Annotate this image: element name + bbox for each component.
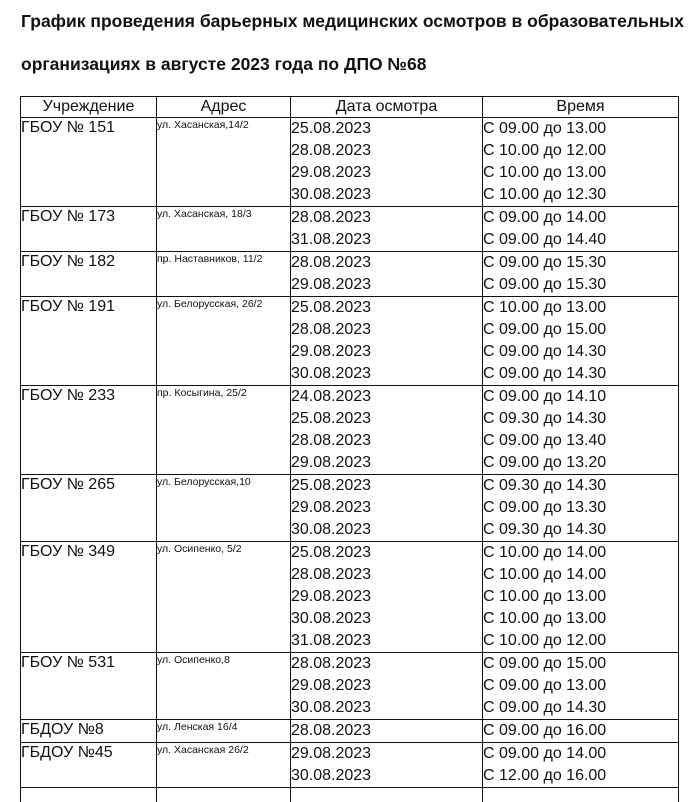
institution-cell: ГБДОУ №45 [21,743,157,788]
exam-time: С 10.00 до 13.00 [483,608,678,630]
exam-date: 30.08.2023 [291,608,482,630]
institution-cell: ГБОУ № 151 [21,118,157,207]
time-cell [483,653,679,720]
table-row [21,252,679,297]
document-title-line-1: График проведения барьерных медицинских осмотров в образовательных [21,10,681,32]
address-cell: пр. Наставников, 11/2 [157,252,291,297]
address-cell: ул. Осипенко,8 [157,653,291,720]
exam-time: С 09.00 до 16.00 [483,720,678,742]
exam-date: 29.08.2023 [291,162,482,184]
exam-date: 29.08.2023 [291,586,482,608]
exam-date: 28.08.2023 [291,319,482,341]
exam-time: С 09.00 до 14.40 [483,229,678,251]
time-cell [483,118,679,207]
exam-date: 30.08.2023 [291,697,482,719]
exam-time: С 09.00 до 13.40 [483,430,678,452]
exam-time: С 10.00 до 13.00 [483,297,678,319]
address-cell: ул. Хасанская,14/2 [157,118,291,207]
exam-date: 24.08.2023 [291,386,482,408]
address-cell: ул. Белорусская, 26/2 [157,297,291,386]
exam-date: 30.08.2023 [291,363,482,385]
exam-date: 28.08.2023 [291,140,482,162]
exam-date: 28.08.2023 [291,252,482,274]
institution-cell: ГБОУ № 349 [21,542,157,653]
exam-time: С 09.00 до 13.30 [483,497,678,519]
table-row [21,118,679,207]
exam-time: С 10.00 до 12.00 [483,140,678,162]
address-cell: ул. Хасанская, 18/3 [157,207,291,252]
exam-time: С 09.00 до 14.10 [483,386,678,408]
header-row [21,97,679,118]
institution-cell: ГБОУ № 173 [21,207,157,252]
time-cell [483,475,679,542]
date-cell [291,743,483,788]
exam-time: С 10.00 до 12.30 [483,184,678,206]
institution-cell: ГБОУ № 191 [21,297,157,386]
table-row [21,386,679,475]
exam-time: С 09.00 до 14.00 [483,207,678,229]
schedule-table [20,96,679,802]
date-cell [291,252,483,297]
time-cell [483,720,679,743]
time-cell [483,207,679,252]
date-cell [291,297,483,386]
exam-date: 28.08.2023 [291,207,482,229]
time-cell [483,542,679,653]
date-cell [291,118,483,207]
address-cell: пр. Косыгина, 25/2 [157,386,291,475]
address-cell: ул. Хасанская 26/2 [157,743,291,788]
exam-date: 29.08.2023 [291,675,482,697]
exam-date: 31.08.2023 [291,630,482,652]
exam-date: 30.08.2023 [291,184,482,206]
time-cell [483,386,679,475]
exam-time: С 10.00 до 13.00 [483,586,678,608]
exam-date: 28.08.2023 [291,720,482,742]
exam-time: С 09.00 до 15.00 [483,319,678,341]
table-row [21,475,679,542]
exam-time: С 09.00 до 13.00 [483,118,678,140]
exam-time: С 09.00 до 14.30 [483,363,678,385]
exam-date: 29.08.2023 [291,743,482,765]
institution-cell: ГБОУ № 233 [21,386,157,475]
date-cell [291,720,483,743]
exam-date: 29.08.2023 [291,274,482,296]
address-cell: ул. Белорусская,10 [157,475,291,542]
time-cell [483,297,679,386]
date-cell [291,653,483,720]
exam-date: 25.08.2023 [291,542,482,564]
exam-time: С 09.30 до 14.30 [483,408,678,430]
exam-date: 29.08.2023 [291,341,482,363]
exam-date: 25.08.2023 [291,475,482,497]
table-row [21,720,679,743]
institution-cell: ГБОУ № 265 [21,475,157,542]
exam-time: С 10.00 до 13.00 [483,162,678,184]
exam-time: С 09.00 до 15.30 [483,252,678,274]
time-cell [483,252,679,297]
table-row [21,542,679,653]
date-cell [291,207,483,252]
address-cell: ул. Ленская 16/4 [157,720,291,743]
exam-time: С 10.00 до 14.00 [483,564,678,586]
exam-date: 31.08.2023 [291,229,482,251]
table-row [21,743,679,788]
institution-cell: ГБОУ № 182 [21,252,157,297]
exam-date: 28.08.2023 [291,564,482,586]
exam-date: 25.08.2023 [291,297,482,319]
header-institution: Учреждение [21,97,157,118]
table-row [21,207,679,252]
header-date: Дата осмотра [291,97,483,118]
institution-cell: ГБДОУ №8 [21,720,157,743]
exam-date: 29.08.2023 [291,497,482,519]
exam-time: С 09.00 до 14.00 [483,743,678,765]
table-row [21,297,679,386]
exam-date: 25.08.2023 [291,118,482,140]
exam-time: С 09.00 до 14.30 [483,697,678,719]
exam-time: С 10.00 до 12.00 [483,630,678,652]
document-title-line-2: организациях в августе 2023 года по ДПО №68 [21,53,681,75]
date-cell [291,475,483,542]
exam-time: С 09.00 до 14.30 [483,341,678,363]
time-cell [483,743,679,788]
exam-time: С 09.00 до 13.20 [483,452,678,474]
date-cell [291,386,483,475]
exam-time: С 09.30 до 14.30 [483,475,678,497]
header-time: Время [483,97,679,118]
exam-date: 30.08.2023 [291,765,482,787]
exam-time: С 09.30 до 14.30 [483,519,678,541]
header-address: Адрес [157,97,291,118]
exam-time: С 10.00 до 14.00 [483,542,678,564]
exam-date: 25.08.2023 [291,408,482,430]
exam-time: С 12.00 до 16.00 [483,765,678,787]
schedule-body [21,118,679,802]
exam-date: 29.08.2023 [291,452,482,474]
exam-date: 28.08.2023 [291,653,482,675]
exam-time: С 09.00 до 13.00 [483,675,678,697]
date-cell [291,542,483,653]
exam-date: 30.08.2023 [291,519,482,541]
address-cell: ул. Осипенко, 5/2 [157,542,291,653]
exam-time: С 09.00 до 15.00 [483,653,678,675]
exam-time: С 09.00 до 15.30 [483,274,678,296]
institution-cell: ГБОУ № 531 [21,653,157,720]
exam-date: 28.08.2023 [291,430,482,452]
table-row [21,653,679,720]
